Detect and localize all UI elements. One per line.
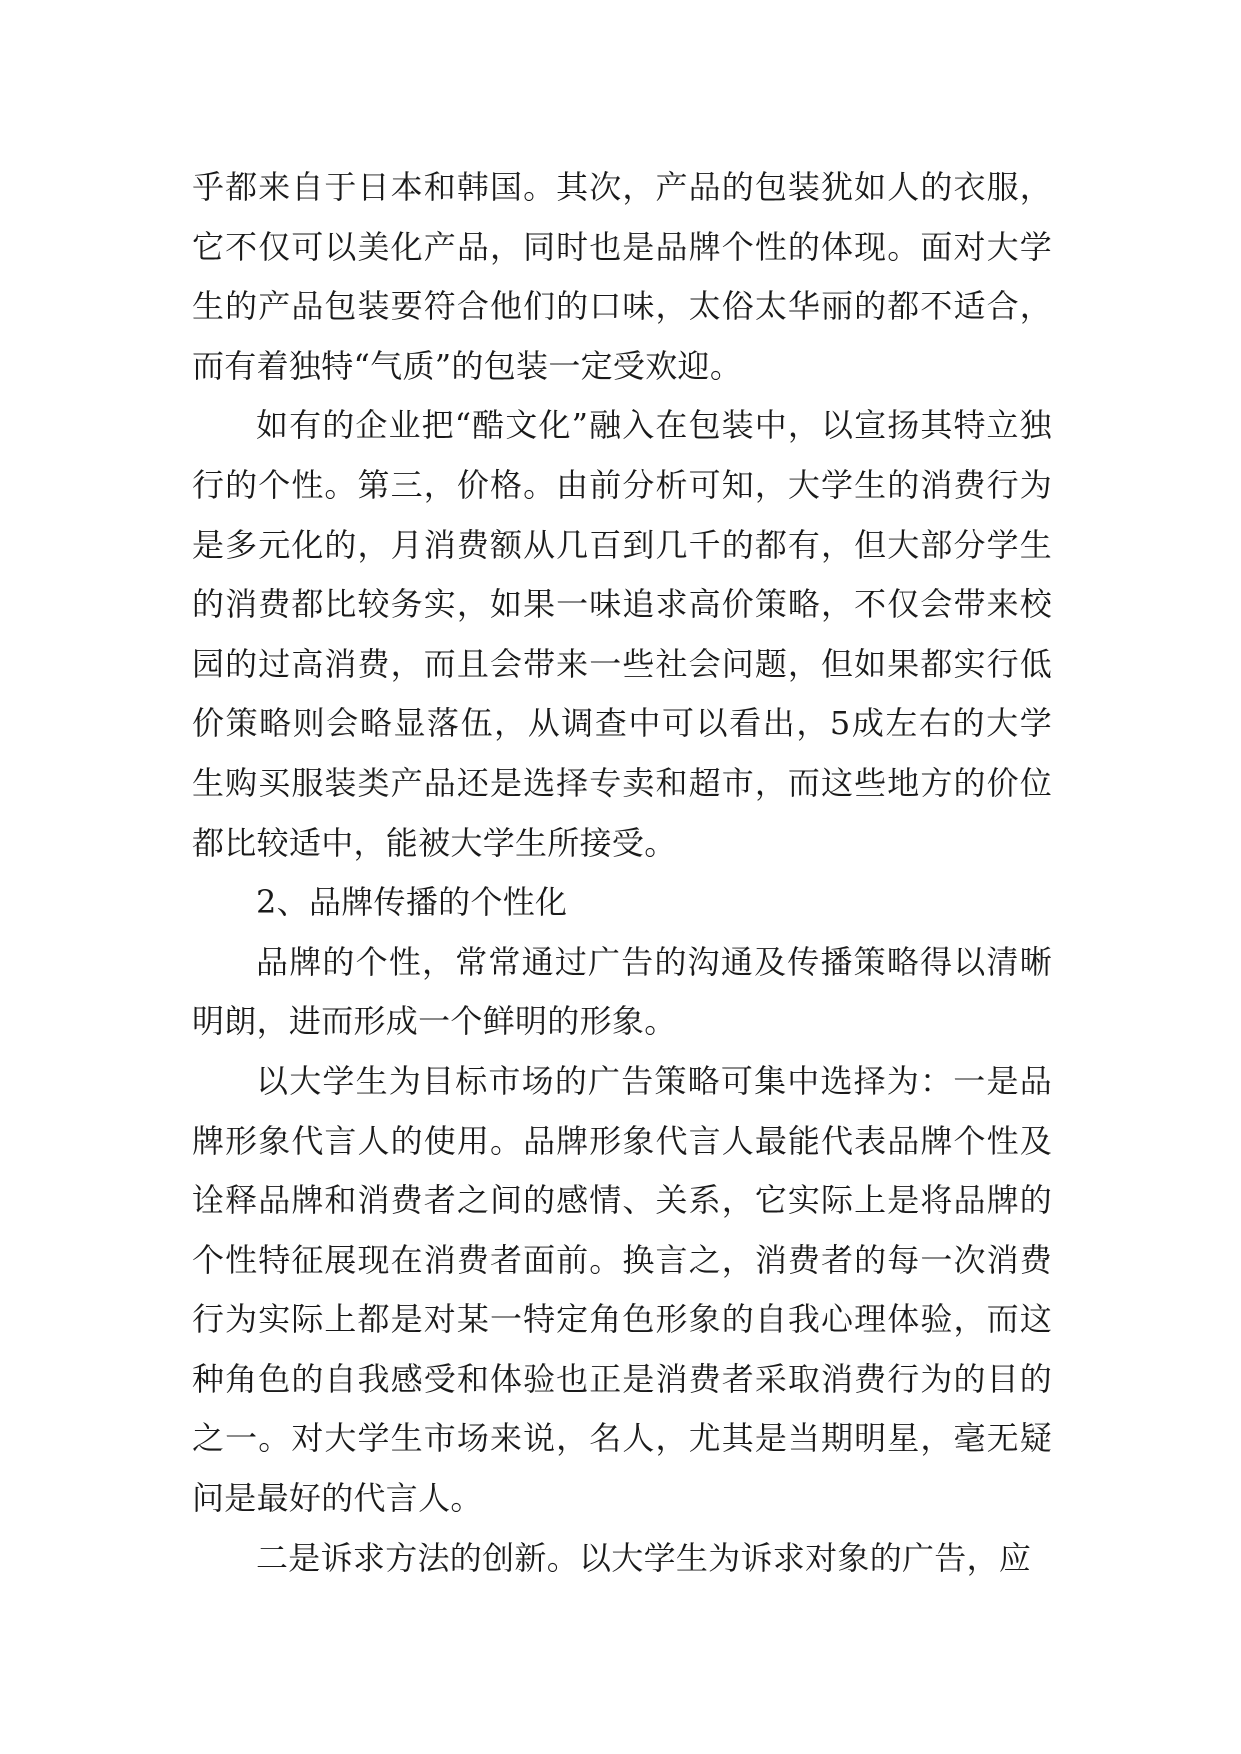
paragraph-3: 品牌的个性，常常通过广告的沟通及传播策略得以清晰明朗，进而形成一个鲜明的形象。: [192, 942, 1052, 1041]
section-heading: 2、品牌传播的个性化: [256, 883, 568, 922]
paragraph-4: 以大学生为目标市场的广告策略可集中选择为：一是品牌形象代言人的使用。品牌形象代言人最能代表品牌个性及诠释品牌和消费者之间的感情、关系，它实际上是将品牌的个性特征展现在消费者面前。换言之，消费者的每一次消费行为实际上都是对某一特定角色形象的自我心理体验，而这种角色的自我感受和体验也正是消费者采取消费行为的目的之一。对大学生市场来说，名人，尤其是当期明星，毫无疑问是最好的代言人。: [192, 1061, 1052, 1518]
paragraph-5: 二是诉求方法的创新。以大学生为诉求对象的广告，应: [256, 1538, 1032, 1577]
body-text: [192, 158, 1052, 1588]
paragraph-2: 如有的企业把“酷文化”融入在包装中，以宣扬其特立独行的个性。第三，价格。由前分析可知，大学生的消费行为是多元化的，月消费额从几百到几千的都有，但大部分学生的消费都比较务实，如果一味追求高价策略，不仅会带来校园的过高消费，而且会带来一些社会问题，但如果都实行低价策略则会略显落伍，从调查中可以看出，5成左右的大学生购买服装类产品还是选择专卖和超市，而这些地方的价位都比较适中，能被大学生所接受。: [192, 406, 1052, 862]
paragraph-1: 乎都来自于日本和韩国。其次，产品的包装犹如人的衣服，它不仅可以美化产品，同时也是品牌个性的体现。面对大学生的产品包装要符合他们的口味，太俗太华丽的都不适合，而有着独特“气质”的包装一定受欢迎。: [192, 168, 1052, 385]
